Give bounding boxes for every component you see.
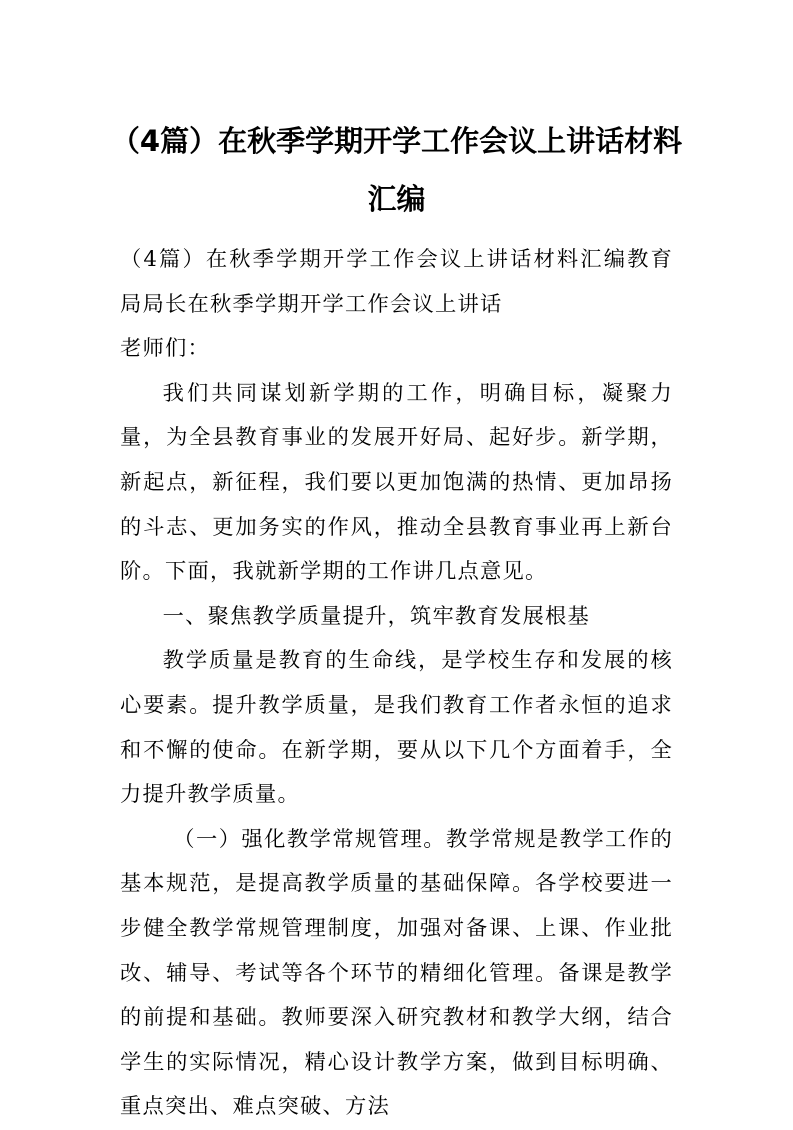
- document-title: （4篇）在秋季学期开学工作会议上讲话材料汇编: [110, 124, 683, 216]
- section-heading: 一、聚焦教学质量提升，筑牢教育发展根基: [162, 603, 591, 629]
- body-paragraph: （一）强化教学常规管理。教学常规是教学工作的基本规范，是提高教学质量的基础保障。各学校要进一步健全教学常规管理制度，加强对备课、上课、作业批改、辅导、考试等各个环节的精细化管理。备课是教学的前提和基础。教师要深入研究教材和教学大纲，结合学生的实际情况，精心设计教学方案，做到目标明确、重点突出、难点突破、方法: [120, 826, 673, 1120]
- body-paragraph: 教学质量是教育的生命线，是学校生存和发展的核心要素。提升教学质量，是我们教育工作者永恒的追求和不懈的使命。在新学期，要从以下几个方面着手，全力提升教学质量。: [120, 648, 673, 808]
- body-paragraph: 我们共同谋划新学期的工作，明确目标，凝聚力量，为全县教育事业的发展开好局、起好步。新学期，新起点，新征程，我们要以更加饱满的热情、更加昂扬的斗志、更加务实的作风，推动全县教育事业再上新台阶。下面，我就新学期的工作讲几点意见。: [120, 380, 673, 585]
- salutation: 老师们：: [120, 336, 210, 362]
- document-body: [120, 238, 673, 1130]
- subtitle-line: （4篇）在秋季学期开学工作会议上讲话材料汇编教育局局长在秋季学期开学工作会议上讲话: [120, 247, 673, 317]
